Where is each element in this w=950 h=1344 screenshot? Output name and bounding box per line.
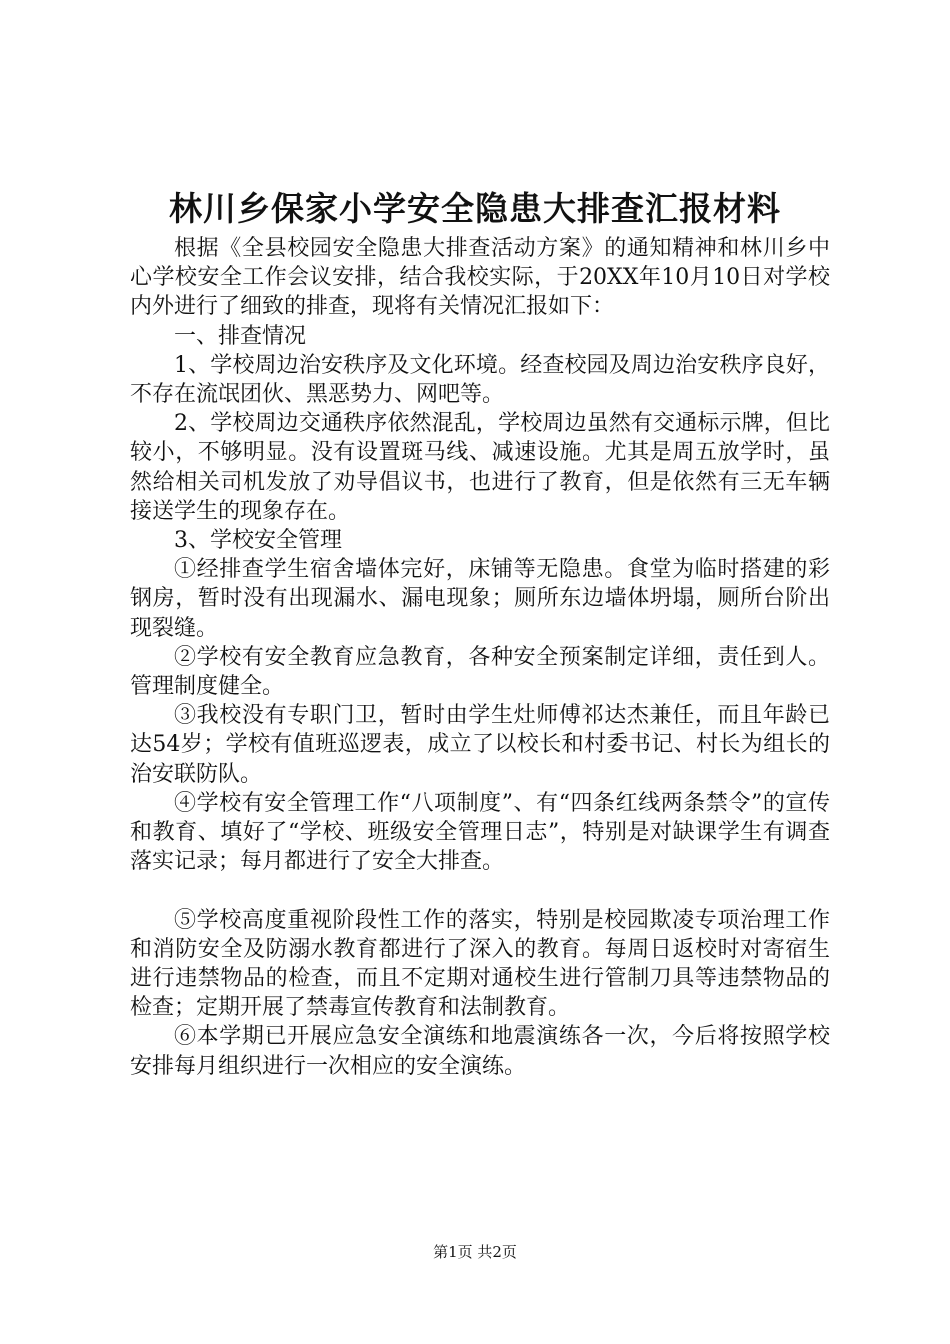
- paragraph-subitem-5: ⑤学校高度重视阶段性工作的落实，特别是校园欺凌专项治理工作和消防安全及防溺水教育都进行了深入的教育。每周日返校时对寄宿生进行违禁物品的检查，而且不定期对通校生进行管制刀具等违禁物品的检查；定期开展了禁毒宣传教育和法制教育。: [130, 907, 830, 1021]
- paragraph-subitem-2: ②学校有安全教育应急教育，各种安全预案制定详细，责任到人。管理制度健全。: [130, 644, 830, 700]
- paragraph-intro: 根据《全县校园安全隐患大排查活动方案》的通知精神和林川乡中心学校安全工作会议安排，结合我校实际，于20XX年10月10日对学校内外进行了细致的排查，现将有关情况汇报如下：: [130, 236, 830, 320]
- paragraph-item-3: 3、学校安全管理: [174, 528, 342, 554]
- paragraph-subitem-4: ④学校有安全管理工作“八项制度”、有“四条红线两条禁令”的宣传和教育、填好了“学校、班级安全管理日志”，特别是对缺课学生有调查落实记录；每月都进行了安全大排查。: [130, 790, 830, 875]
- blank-line: [130, 876, 830, 905]
- page-footer: 第1页 共2页: [433, 1243, 517, 1261]
- paragraph-subitem-1: ①经排查学生宿舍墙体完好，床铺等无隐患。食堂为临时搭建的彩钢房，暂时没有出现漏水、漏电现象；厕所东边墙体坍塌，厕所台阶出现裂缝。: [130, 557, 830, 641]
- paragraph-subitem-6: ⑥本学期已开展应急安全演练和地震演练各一次，今后将按照学校安排每月组织进行一次相应的安全演练。: [130, 1024, 830, 1079]
- paragraph-item-1: 1、学校周边治安秩序及文化环境。经查校园及周边治安秩序良好，不存在流氓团伙、黑恶势力、网吧等。: [130, 352, 830, 408]
- paragraph-item-2: 2、学校周边交通秩序依然混乱，学校周边虽然有交通标示牌，但比较小，不够明显。没有设置斑马线、减速设施。尤其是周五放学时，虽然给相关司机发放了劝导倡议书，也进行了教育，但是依然有三无车辆接送学生的现象存在。: [130, 411, 830, 524]
- paragraph-subitem-3: ③我校没有专职门卫，暂时由学生灶师傅祁达杰兼任，而且年龄已达54岁；学校有值班巡逻表，成立了以校长和村委书记、村长为组长的治安联防队。: [130, 703, 830, 787]
- section-heading: 一、排查情况: [174, 323, 307, 349]
- document-title: 林川乡保家小学安全隐患大排查汇报材料: [169, 189, 781, 228]
- document-body: [130, 234, 830, 1081]
